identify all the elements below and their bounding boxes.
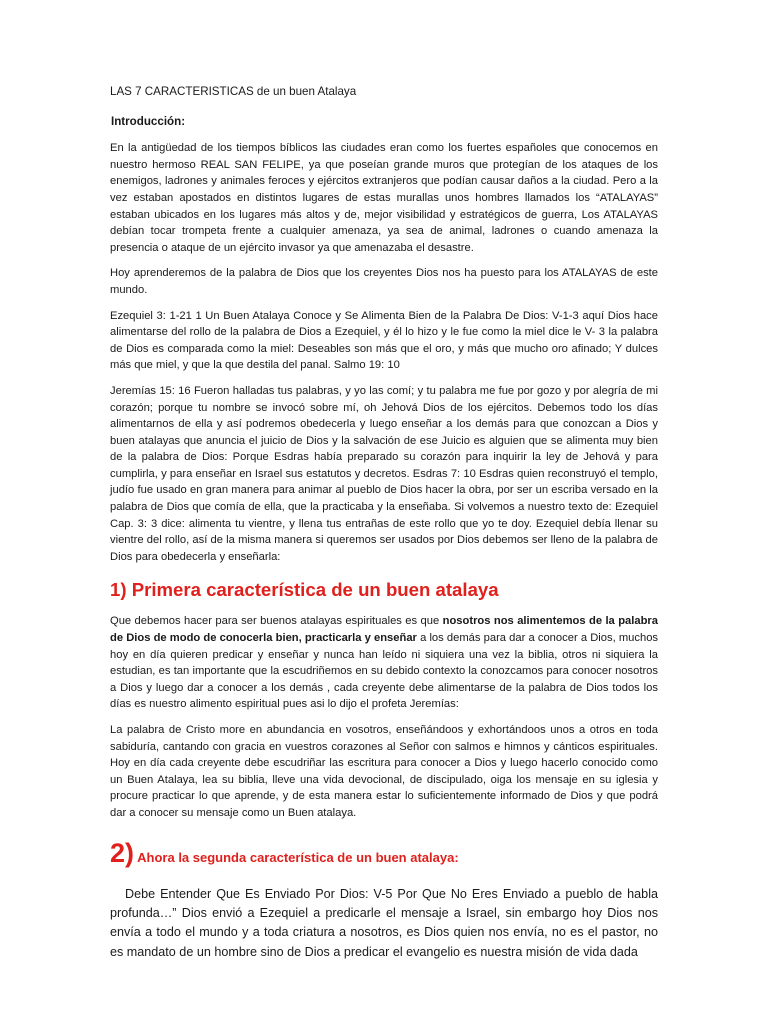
section-number: 2) — [110, 837, 135, 868]
paragraph-text: V-5 Por Que No Eres Enviado a pueblo de habla profunda…” Dios envió a Ezequiel a predicarle el mensaje a Israel, sin embargo hoy Dios nos envía a todo el mundo y a toda criatura a nosotros, es Dios quien nos envía, no es el pastor, no es mandato de un hombre sino de Dios a predicar el evangelio es nuestra misión de vida dada — [110, 886, 658, 959]
paragraph-jeremiah: Jeremías 15: 16 Fueron halladas tus palabras, y yo las comí; y tu palabra me fue por gozo y por alegría de mi corazón; porque tu nombre se invocó sobre mí, oh Jehová Dios de los ejércitos. Debemos todo los días alimentarnos de ella y así podremos obedecerla y luego enseñar a los demás para que conozcan a Dios y buen atalayas que anuncia el juicio de Dios y la salvación de ese Juicio es alguien que se alimenta muy bien de la palabra de Dios: Porque Esdras había preparado su corazón para inquirir la ley de Jehová y para cumplirla, y para enseñar en Israel sus estatutos y decretos. Esdras 7: 10 Esdras quien reconstruyó el templo, judío fue usado en gran manera para animar al pueblo de Dios hacer la obra, por ser un escriba versado en la palabra de Dios que comía de ella, que la practicaba y la enseñaba. Si volvemos a nuestro texto de: Ezequiel Cap. 3: 3 dice: alimenta tu vientre, y llena tus entrañas de este rollo que yo te doy. Ezequiel debía llenar su vientre del rollo, así de la misma manera si queremos ser usados por Dios debemos ser lleno de la palabra de Dios para obedecerla y enseñarla: — [110, 384, 658, 563]
intro-heading: Introducción: — [111, 114, 186, 128]
bold-phrase: nosotros nos alimentemos de la palabra de Dios de modo de conocerla bien, practicarla y enseñar — [110, 615, 658, 645]
paragraph-text: Que debemos hacer para ser buenos atalayas espirituales es que — [110, 615, 443, 628]
section-heading-1: 1) Primera característica de un buen atalaya — [110, 579, 499, 601]
lead-phrase: Debe Entender Que Es Enviado Por Dios: — [110, 886, 374, 901]
paragraph-text: a los demás para dar a conocer a Dios, muchos hoy en día quieren predicar y enseñar y nunca han leído ni siquiera una vez la biblia, otros ni siquiera la estudian, es tan importante que la escudriñemos en su debido contexto la conozcamos para conocer nosotros a Dios y luego dar a conocer a los demás , cada creyente debe alimentarse de la palabra de Dios todos los días es nuestro alimento espiritual pues asi lo dijo el profeta Jeremías: — [110, 632, 659, 711]
paragraph-intro: En la antigüedad de los tiempos bíblicos las ciudades eran como los fuertes españoles que conocemos en nuestro hermoso REAL SAN FELIPE, ya que poseían grande muros que protegían de los ataques de los enemigos, ladrones y animales feroces y ejércitos extranjeros que podían causar daños a la ciudad. Pero a la vez estaban apostados en distintos lugares de estas murallas unos hombres llamados los “ATALAYAS” estaban ubicados en los lugares más altos y de, mejor visibilidad y estratégicos de guerra, Los ATALAYAS debían tocar trompeta frente a cualquier amenaza, ya sea de animal, ladrones o cuando amenaza la presencia o ataque de un ejército invasor ya que amenazaba el desastre. — [110, 142, 658, 254]
document-title: LAS 7 CARACTERISTICAS de un buen Atalaya — [110, 85, 357, 98]
paragraph-sent-by-god — [110, 885, 658, 963]
section-heading-text: Ahora la segunda característica de un buen atalaya: — [134, 849, 459, 865]
paragraph-ezekiel: Ezequiel 3: 1-21 1 Un Buen Atalaya Conoce y Se Alimenta Bien de la Palabra De Dios: V-1-3 aquí Dios hace alimentarse del rollo de la palabra de Dios a Ezequiel, y él lo hizo y le fue como la miel dice le V- 3 la palabra de Dios es comparada como la miel: Deseables son más que el oro, y más que mucho oro afinado; Y dulces más que miel, y que la que destila del panal. Salmo 19: 10 — [110, 309, 658, 372]
paragraph-word-of-christ: La palabra de Cristo more en abundancia en vosotros, enseñándoos y exhortándoos unos a otros en toda sabiduría, cantando con gracia en vuestros corazones al Señor con salmos e himnos y cánticos espirituales. Hoy en día cada creyente debe escudriñar las escritura para conocer a Dios y luego hacerlo conocido como un Buen Atalaya, lea su biblia, lleve una vida devocional, de discipulado, oiga los mensaje en su iglesia y procure practicar lo que aprende, y de esta manera estar lo suficientemente informado de Dios y que podrá dar a conocer su mensaje como un Buen atalaya. — [110, 724, 658, 819]
paragraph-today: Hoy aprenderemos de la palabra de Dios que los creyentes Dios nos ha puesto para los ATALAYAS de este mundo. — [110, 267, 658, 296]
section-heading-2 — [110, 838, 658, 873]
document-body — [110, 84, 658, 962]
paragraph-first-characteristic — [110, 613, 658, 713]
